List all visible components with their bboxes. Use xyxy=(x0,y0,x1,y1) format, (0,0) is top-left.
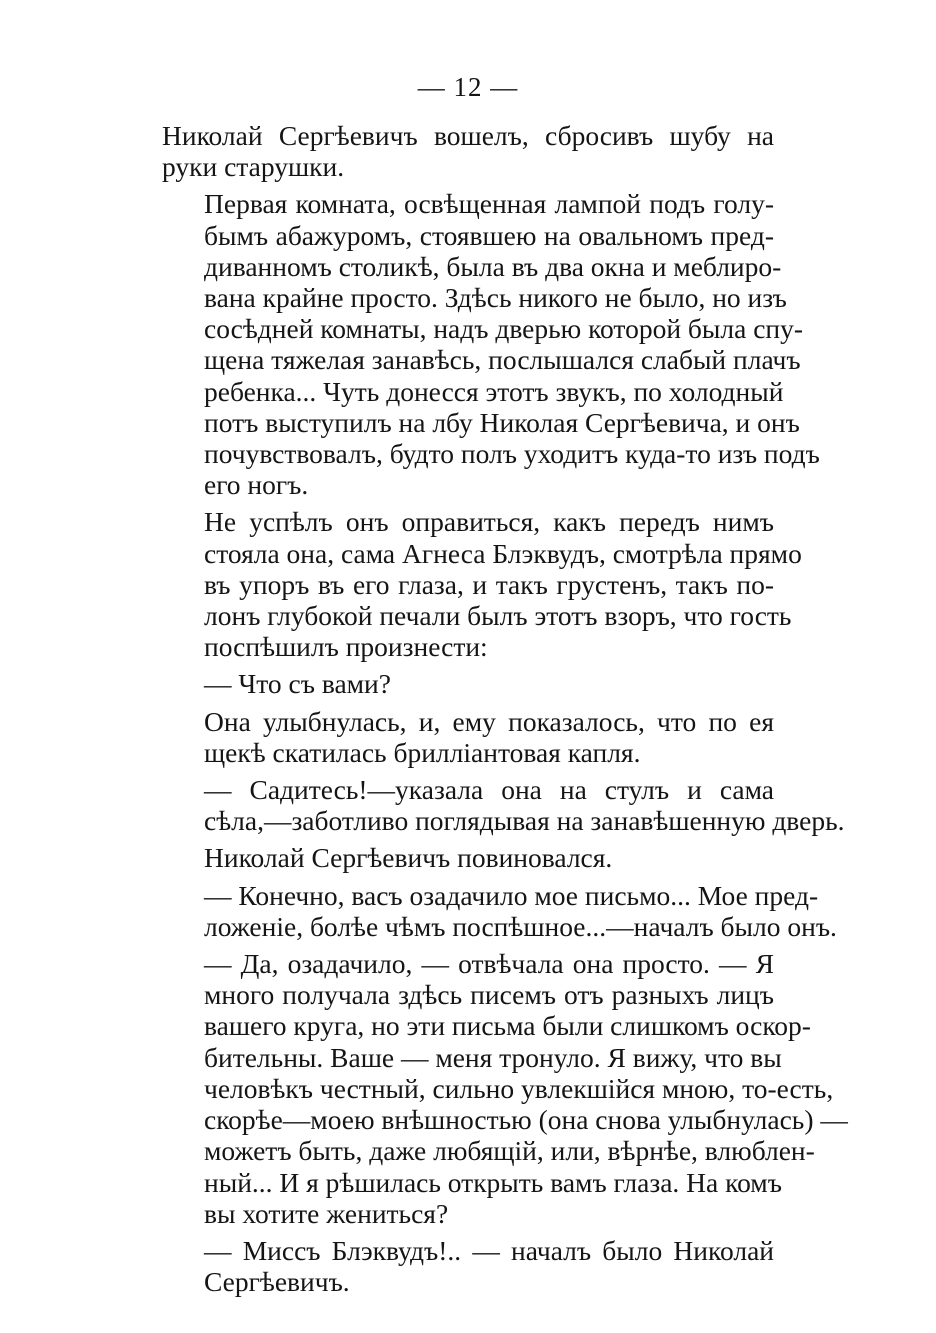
text-line: — Миссъ Блэквудъ!.. — началъ было Николай xyxy=(204,1234,774,1266)
text-line: ный... И я рѣшилась открыть вамъ глаза. На комъ xyxy=(204,1166,782,1198)
text-line: потъ выступилъ на лбу Николая Сергѣевича, и онъ xyxy=(204,406,800,438)
text-line: Не успѣлъ онъ оправиться, какъ передъ нимъ xyxy=(204,506,774,538)
text-line: сѣла,—заботливо поглядывая на занавѣшенную дверь. xyxy=(204,805,845,837)
paragraph xyxy=(162,506,802,663)
text-line: Она улыбнулась, и, ему показалось, что по ея xyxy=(204,705,774,737)
text-line: щена тяжелая занавѣсь, послышался слабый плачъ xyxy=(204,344,801,376)
text-line: сосѣдней комнаты, надъ дверью которой была спу- xyxy=(204,313,804,345)
text-line: поспѣшилъ произнести: xyxy=(204,631,488,663)
text-line: диванномъ столикѣ, была въ два окна и меблиро- xyxy=(204,250,782,282)
text-line: ложеніе, болѣе чѣмъ поспѣшное...—началъ было онъ. xyxy=(204,910,837,942)
text-line: — Да, озадачило, — отвѣчала она просто. — Я xyxy=(204,948,774,980)
text-line: почувствовалъ, будто полъ уходитъ куда-то изъ подъ xyxy=(204,438,820,470)
paragraph xyxy=(162,120,774,182)
text-line: стояла она, сама Агнеса Блэквудъ, смотрѣла прямо xyxy=(204,537,802,569)
paragraph xyxy=(162,1235,774,1297)
text-line: Сергѣевичъ. xyxy=(204,1266,350,1298)
text-line: его ногъ. xyxy=(204,469,309,501)
text-line: Николай Сергѣевичъ повиновался. xyxy=(204,842,613,874)
text-line: бымъ абажуромъ, стоявшею на овальномъ пред- xyxy=(204,219,774,251)
text-line: Николай Сергѣевичъ вошелъ, сбросивъ шубу на xyxy=(162,120,774,151)
text-line: ребенка... Чуть донесся этотъ звукъ, по холодный xyxy=(204,375,784,407)
paragraph xyxy=(162,774,845,837)
text-line: въ упоръ въ его глаза, и такъ грустенъ, такъ по- xyxy=(204,568,774,600)
text-line: много получала здѣсь писемъ отъ разныхъ лицъ xyxy=(204,979,774,1011)
text-line: бительны. Ваше — меня тронуло. Я вижу, что вы xyxy=(204,1041,782,1073)
text-line: — Что съ вами? xyxy=(204,668,391,700)
text-line: можетъ быть, даже любящій, или, вѣрнѣе, влюблен- xyxy=(204,1135,815,1167)
paragraph xyxy=(162,668,774,699)
text-line: — Садитесь!—указала она на стулъ и сама xyxy=(204,774,774,806)
body-text xyxy=(162,120,848,1303)
paragraph xyxy=(162,706,774,768)
text-line: скорѣе—моею внѣшностью (она снова улыбнулась) — xyxy=(204,1104,848,1136)
text-line: Первая комната, освѣщенная лампой подъ голу- xyxy=(204,188,774,220)
text-line: человѣкъ честный, сильно увлекшійся мною, то-есть, xyxy=(204,1072,834,1104)
text-line: вашего круга, но эти письма были слишкомъ оскор- xyxy=(204,1010,811,1042)
page-number: — 12 — xyxy=(417,72,519,102)
paragraph xyxy=(162,879,837,942)
text-line: руки старушки. xyxy=(162,151,345,183)
text-line: вана крайне просто. Здѣсь никого не было, но изъ xyxy=(204,282,787,314)
paragraph xyxy=(162,948,848,1229)
text-line: — Конечно, васъ озадачило мое письмо... Мое пред- xyxy=(204,879,819,911)
text-line: вы хотите жениться? xyxy=(204,1197,449,1229)
text-line: лонъ глубокой печали былъ этотъ взоръ, что гость xyxy=(204,600,792,632)
text-line: щекѣ скатилась брилліантовая капля. xyxy=(204,736,641,768)
paragraph xyxy=(162,842,774,873)
paragraph xyxy=(162,188,820,501)
